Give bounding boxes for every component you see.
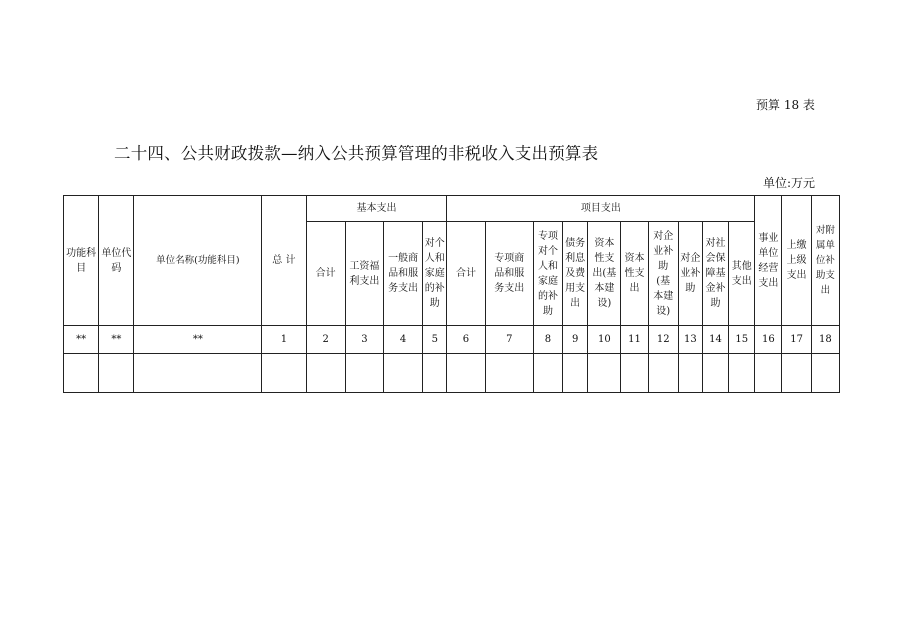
table-cell: 11 bbox=[621, 326, 648, 354]
table-cell bbox=[262, 354, 306, 393]
header-col-6: 合计 bbox=[447, 222, 485, 326]
document-code: 预算 18 表 bbox=[756, 98, 815, 112]
header-group-row bbox=[64, 196, 840, 222]
header-col-7: 专项商 品和服 务支出 bbox=[485, 222, 533, 326]
table-cell bbox=[702, 354, 728, 393]
table-cell bbox=[755, 354, 782, 393]
table-cell bbox=[533, 354, 562, 393]
header-col-13: 对企 业补 助 bbox=[678, 222, 702, 326]
table-cell bbox=[563, 354, 588, 393]
table-row-numbers bbox=[64, 326, 840, 354]
table-cell bbox=[306, 354, 345, 393]
header-col-9: 债务 利息 及费 用支 出 bbox=[563, 222, 588, 326]
table-cell: 6 bbox=[447, 326, 485, 354]
table-cell: 3 bbox=[345, 326, 383, 354]
header-col-18: 对附 属单 位补 助支 出 bbox=[811, 196, 839, 326]
table-cell: 10 bbox=[588, 326, 621, 354]
table-cell: ** bbox=[64, 326, 99, 354]
table-cell bbox=[621, 354, 648, 393]
table-cell bbox=[423, 354, 447, 393]
header-unit-name: 单位名称(功能科目) bbox=[134, 196, 262, 326]
table-cell: 18 bbox=[811, 326, 839, 354]
table-cell bbox=[648, 354, 678, 393]
header-group-project: 项目支出 bbox=[447, 196, 755, 222]
table-cell: 4 bbox=[384, 326, 423, 354]
header-unit-code: 单位代 码 bbox=[99, 196, 134, 326]
table-cell bbox=[588, 354, 621, 393]
table-row-empty bbox=[64, 354, 840, 393]
header-col-2: 合计 bbox=[306, 222, 345, 326]
unit-label: 单位:万元 bbox=[763, 176, 816, 190]
table-cell bbox=[64, 354, 99, 393]
table-cell: 2 bbox=[306, 326, 345, 354]
table-cell bbox=[811, 354, 839, 393]
table-cell: 5 bbox=[423, 326, 447, 354]
header-col-8: 专项 对个 人和 家庭 的补 助 bbox=[533, 222, 562, 326]
header-col-3: 工资福 利支出 bbox=[345, 222, 383, 326]
header-col-17: 上缴 上级 支出 bbox=[782, 196, 811, 326]
header-col-11: 资本 性支 出 bbox=[621, 222, 648, 326]
table-cell bbox=[782, 354, 811, 393]
table-cell: 13 bbox=[678, 326, 702, 354]
table-cell bbox=[99, 354, 134, 393]
table-cell: 15 bbox=[729, 326, 755, 354]
table-cell: ** bbox=[99, 326, 134, 354]
table-cell bbox=[729, 354, 755, 393]
header-group-basic: 基本支出 bbox=[306, 196, 447, 222]
table-cell: ** bbox=[134, 326, 262, 354]
budget-table bbox=[63, 195, 840, 393]
header-col-12: 对企 业补 助 (基 本建 设) bbox=[648, 222, 678, 326]
header-col-16: 事业 单位 经营 支出 bbox=[755, 196, 782, 326]
header-col-15: 其他 支出 bbox=[729, 222, 755, 326]
table-cell bbox=[134, 354, 262, 393]
table-cell: 14 bbox=[702, 326, 728, 354]
table-cell bbox=[447, 354, 485, 393]
header-col-4: 一般商 品和服 务支出 bbox=[384, 222, 423, 326]
table-cell: 8 bbox=[533, 326, 562, 354]
table-cell: 17 bbox=[782, 326, 811, 354]
header-col-10: 资本 性支 出(基 本建 设) bbox=[588, 222, 621, 326]
table-cell: 1 bbox=[262, 326, 306, 354]
table-cell bbox=[384, 354, 423, 393]
header-total: 总 计 bbox=[262, 196, 306, 326]
table-cell bbox=[345, 354, 383, 393]
table-cell: 16 bbox=[755, 326, 782, 354]
page-title: 二十四、公共财政拨款—纳入公共预算管理的非税收入支出预算表 bbox=[114, 144, 599, 163]
table-cell bbox=[485, 354, 533, 393]
header-col-14: 对社 会保 障基 金补 助 bbox=[702, 222, 728, 326]
table-cell: 7 bbox=[485, 326, 533, 354]
table-cell bbox=[678, 354, 702, 393]
header-func-subject: 功能科 目 bbox=[64, 196, 99, 326]
table-cell: 9 bbox=[563, 326, 588, 354]
header-col-5: 对个 人和 家庭 的补 助 bbox=[423, 222, 447, 326]
table-cell: 12 bbox=[648, 326, 678, 354]
